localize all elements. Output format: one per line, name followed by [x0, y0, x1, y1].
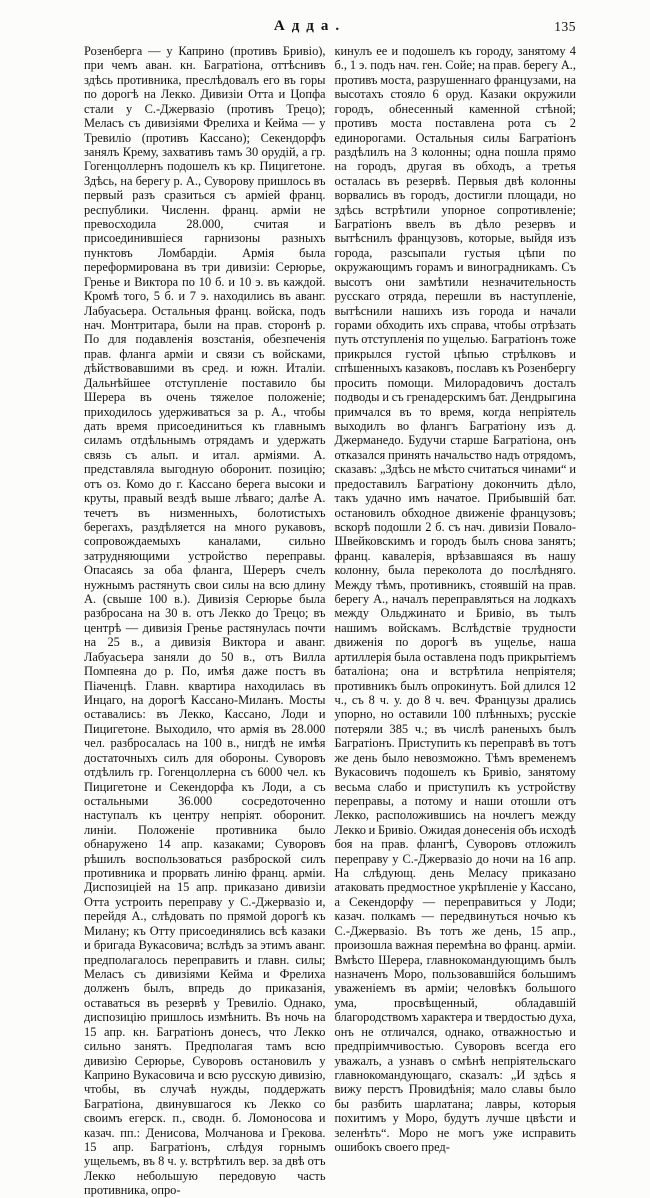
article-columns: [84, 44, 576, 1198]
page-number: 135: [554, 19, 576, 34]
text-column-left: Розенберга — у Каприно (противъ Бривіо), при чемъ аван. кн. Багратіона, оттѣснивъ здѣсь противника, преслѣдовалъ его въ горы по дорогѣ на Лекко. Дивизіи Отта и Цопфа стали у С.-Джервазіо (противъ Трецо); Меласъ съ дивизіями Фрелиха и Кейма — у Тревиліо (противъ Кассано); Секендорфъ занялъ Крему, захвативъ тамъ 30 орудій, а гр. Гогенцоллернъ подошелъ къ кр. Пицигетоне. Здѣсь, на берегу р. А., Суворову пришлось въ первый разъ сразиться съ арміей франц. республики. Численн. франц. арміи не превосходила 28.000, считая и присоединившіеся гарнизоны разныхъ пунктовъ Ломбардіи. Армія была переформирована въ три дивизіи: Серюрье, Гренье и Виктора по 10 б. и 10 э. въ каждой. Кромѣ того, 5 б. и 7 э. находились въ аванг. Лабуасьера. Остальныя франц. войска, подъ нач. Монтритара, были на прав. сторонѣ р. По для подавленія возстанія, обезпеченія прав. фланга арміи и связи съ войсками, дѣйствовавшими въ сред. и южн. Италіи. Дальнѣйшее отступленіе поставило бы Шерера въ очень тяжелое положеніе; приходилось удерживаться за р. А., чтобы дать время присоединиться къ главнымъ силамъ отдѣльнымъ отрядамъ и удержать связь съ альп. и итал. арміями. А. представляла выгодную оборонит. позицію; отъ оз. Комо до г. Кассано берега высоки и круты, правый вездѣ выше лѣваго; далѣе А. течетъ въ низменныхъ, болотистыхъ берегахъ, раздѣляется на много рукавовъ, сопровождаемыхъ каналами, сильно затрудняющими устройство переправы. Опасаясь за оба фланга, Шереръ счелъ нужнымъ растянуть свои силы на всю длину А. (свыше 100 в.). Дивизія Серюрье была разбросана на 30 в. отъ Лекко до Трецо; въ центрѣ — дивизія Гренье растянулась почти на 25 в., а дивизія Виктора и аванг. Лабуасьера заняли до 50 в., отъ Вилла Помпеяна до р. По, имѣя даже постъ въ Піаченцѣ. Главн. квартира находилась въ Инцаго, на дорогѣ Кассано-Миланъ. Мосты оставались: въ Лекко, Кассано, Лоди и Пицигетоне. Выходило, что армія въ 28.000 чел. разбросалась на 100 в., нигдѣ не имѣя достаточныхъ силъ для обороны. Суворовъ отдѣлилъ гр. Гогенцоллерна съ 6000 чел. къ Пицигетоне и Секендорфа къ Лоди, а съ остальными 36.000 сосредоточенно наступалъ къ центру непріят. оборонит. линіи. Положеніе противника было обнаружено 14 апр. казаками; Суворовъ рѣшилъ воспользоваться разброской силъ противника и прорвать линію франц. арміи. Диспозиціей на 15 апр. приказано дивизіи Отта устроить переправу у С.-Джервазіо и, перейдя А., слѣдовать по прямой дорогѣ къ Милану; къ Отту присоединялись всѣ казаки и бригада Вукасовича; вслѣдъ за этимъ аванг. предполагалось переправить и главн. силы; Меласъ съ дивизіями Кейма и Фрелиха долженъ былъ, впредь до приказанія, оставаться въ резервѣ у Тревиліо. Однако, диспозицію пришлось измѣнить. Въ ночь на 15 апр. кн. Багратіонъ донесъ, что Лекко сильно занятъ. Предполагая тамъ всю дивизію Серюрье, Суворовъ остановилъ у Каприно Вукасовича и всю русскую дивизію, чтобы, въ случаѣ нужды, поддержать Багратіона, двинувшагося къ Лекко со своимъ егерск. п., сводн. б. Ломоносова и казач. пп.: Денисова, Молчанова и Грекова. 15 апр. Багратіонъ, слѣдуя горнымъ ущельемъ, въ 8 ч. у. встрѣтилъ вер. за двѣ отъ Лекко небольшую передовую часть противника, опро-: [84, 44, 326, 1198]
text-column-right: кинулъ ее и подошелъ къ городу, занятому 4 б., 1 э. подъ нач. ген. Сойе; на прав. берегу А., противъ моста, разрушеннаго французами, на высотахъ стояло 6 оруд. Казаки окружили городъ, обнесенный каменной стѣной; противъ моста поставлена рота съ 2 единорогами. Остальныя силы Багратіонъ раздѣлилъ на 3 колонны; одна пошла прямо на городъ, другая въ обходъ, а третья осталась въ резервѣ. Первыя двѣ колонны ворвались въ городъ, достигли площади, но здѣсь встрѣтили упорное сопротивленіе; Багратіонъ ввелъ въ дѣло резервъ и вытѣснилъ французовъ, которые, выйдя изъ города, разсыпали густыя цѣпи по окружающимъ горамъ и виноградникамъ. Съ высотъ они замѣтили незначительность русскаго отряда, перешли въ наступленіе, вытѣснили нашихъ изъ города и начали горами обходить ихъ справа, чтобы отрѣзать путь отступленія по ущелью. Багратіонъ тоже прикрылся густой цѣпью стрѣлковъ и спѣшенныхъ казаковъ, пославъ къ Розенбергу просить помощи. Милорадовичъ досталъ подводы и съ гренадерскимъ бат. Дендрыгина примчался въ то время, когда непріятель выходилъ во флангъ Багратіону изъ д. Джерманедо. Будучи старше Багратіона, онъ отказался принять начальство надъ отрядомъ, сказавъ: „Здѣсь не мѣсто считаться чинами“ и предоставилъ Багратіону докончить дѣло, такъ удачно имъ начатое. Прибывшій бат. остановилъ обходное движеніе французовъ; вскорѣ подошли 2 б. съ нач. дивизіи Повало-Швейковскимъ и городъ былъ снова занятъ; франц. кавалерія, врѣзавшаяся въ нашу колонну, была переколота до послѣдняго. Между тѣмъ, противникъ, стоявшій на прав. берегу А., началъ переправляться на лодкахъ между Ольджинато и Бривіо, въ тылъ нашимъ войскамъ. Вслѣдствіе трудности движенія по дорогѣ въ ущелье, наша артиллерія была оставлена подъ прикрытіемъ баталіона; она и встрѣтила непріятеля; противникъ былъ опрокинутъ. Бой длился 12 ч., съ 8 ч. у. до 8 ч. веч. Французы дрались упорно, но оставили 100 плѣнныхъ; русскіе потеряли 385 ч.; въ числѣ раненыхъ былъ Багратіонъ. Приступить къ переправѣ въ тотъ же день было невозможно. Тѣмъ временемъ Вукасовичъ подошелъ къ Бривіо, занятому весьма слабо и приступилъ къ устройству переправы, а потому и наши отошли отъ Лекко, расположившись на ночлегъ между Лекко и Бривіо. Ожидая донесенія объ исходѣ боя на прав. флангѣ, Суворовъ отложилъ переправу у С.-Джервазіо до ночи на 16 апр. На слѣдующ. день Меласу приказано атаковать предмостное укрѣпленіе у Кассано, а Секендорфу — переправиться у Лоди; казач. полкамъ — передвинуться ночью къ С.-Джервазіо. Въ тотъ же день, 15 апр., произошла важная перемѣна во франц. арміи. Вмѣсто Шерера, главнокомандующимъ былъ назначенъ Моро, пользовавшійся большимъ уваженіемъ въ арміи; человѣкъ большого ума, просвѣщенный, обладавшій благородствомъ характера и твердостью духа, онъ не отличался, однако, отважностью и предпріимчивостью. Суворовъ всегда его уважалъ, а узнавъ о смѣнѣ непріятельскаго главнокомандующаго, сказалъ: „И здѣсь я вижу перстъ Провидѣнія; мало славы было бы разбить шарлатана; лавры, которыя похитимъ у Моро, будутъ лучше цвѣсти и зеленѣть“. Моро не могъ уже исправить ошибокъ своего пред-: [334, 44, 576, 1155]
page-header: [84, 18, 576, 42]
page-title: Адда.: [273, 18, 347, 34]
